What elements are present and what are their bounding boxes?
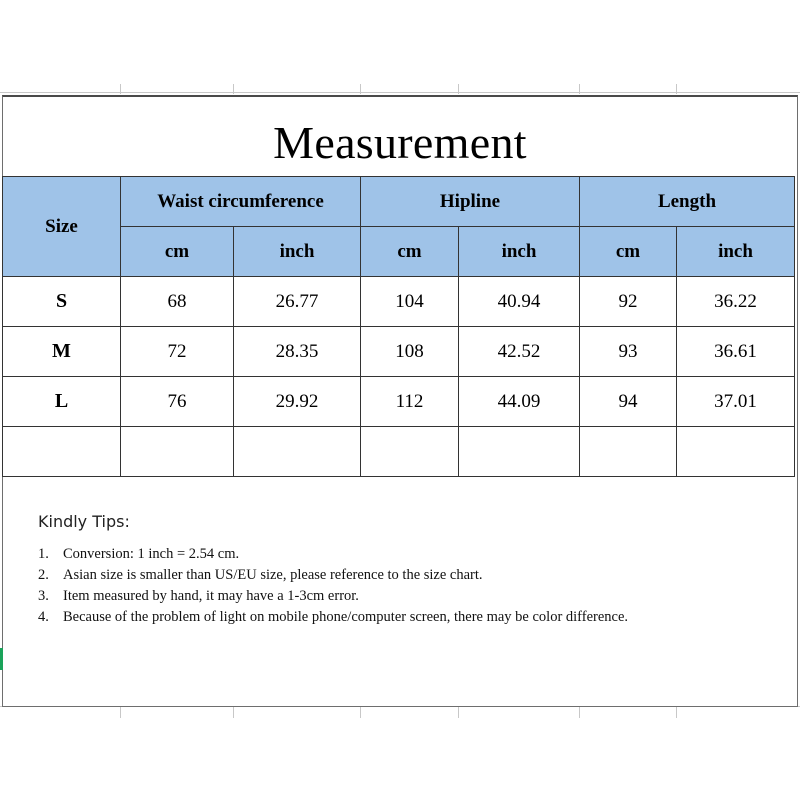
empty-cell: [121, 427, 234, 477]
tip-item: [38, 586, 658, 607]
value-cell: 76: [121, 377, 234, 427]
empty-cell: [234, 427, 361, 477]
empty-cell: [3, 427, 121, 477]
empty-cell: [361, 427, 459, 477]
value-cell: 44.09: [459, 377, 580, 427]
grid-line: [676, 84, 677, 94]
empty-cell: [677, 427, 795, 477]
value-cell: 108: [361, 327, 459, 377]
tip-number: 2.: [38, 567, 49, 583]
unit-header: cm: [121, 227, 234, 277]
empty-cell: [459, 427, 580, 477]
hipline-header: Hipline: [361, 177, 580, 227]
table-header-row: [3, 177, 795, 227]
tip-number: 4.: [38, 609, 49, 625]
unit-header: cm: [361, 227, 459, 277]
value-cell: 26.77: [234, 277, 361, 327]
value-cell: 93: [580, 327, 677, 377]
size-table: [2, 176, 795, 477]
value-cell: 72: [121, 327, 234, 377]
table-row: [3, 327, 795, 377]
value-cell: 92: [580, 277, 677, 327]
waist-header: Waist circumference: [121, 177, 361, 227]
value-cell: 37.01: [677, 377, 795, 427]
value-cell: 29.92: [234, 377, 361, 427]
value-cell: 40.94: [459, 277, 580, 327]
tip-item: [38, 607, 658, 628]
size-header: Size: [3, 177, 121, 277]
empty-cell: [580, 427, 677, 477]
tip-text: Conversion: 1 inch = 2.54 cm.: [63, 546, 240, 562]
unit-header: inch: [234, 227, 361, 277]
tip-text: Item measured by hand, it may have a 1-3cm error.: [63, 588, 359, 604]
table-row: [3, 277, 795, 327]
unit-header: cm: [580, 227, 677, 277]
selection-marker: [0, 648, 3, 670]
grid-line: [120, 84, 121, 94]
tip-item: [38, 544, 658, 565]
size-cell: S: [3, 277, 121, 327]
page-title: Measurement: [273, 117, 527, 168]
value-cell: 104: [361, 277, 459, 327]
tips-title: Kindly Tips:: [38, 512, 130, 531]
grid-line: [233, 84, 234, 94]
value-cell: 28.35: [234, 327, 361, 377]
value-cell: 36.22: [677, 277, 795, 327]
length-header: Length: [580, 177, 795, 227]
tip-number: 3.: [38, 588, 49, 604]
value-cell: 42.52: [459, 327, 580, 377]
unit-header: inch: [459, 227, 580, 277]
grid-line: [360, 84, 361, 94]
size-cell: M: [3, 327, 121, 377]
value-cell: 112: [361, 377, 459, 427]
grid-line: [458, 84, 459, 94]
unit-header-row: [3, 227, 795, 277]
unit-header: inch: [677, 227, 795, 277]
empty-row: [3, 427, 795, 477]
tip-text: Because of the problem of light on mobile phone/computer screen, there may be color difference.: [63, 609, 629, 625]
grid-line: [579, 84, 580, 94]
value-cell: 68: [121, 277, 234, 327]
tips-list: [38, 544, 658, 628]
size-cell: L: [3, 377, 121, 427]
value-cell: 36.61: [677, 327, 795, 377]
value-cell: 94: [580, 377, 677, 427]
tip-number: 1.: [38, 546, 49, 562]
tip-text: Asian size is smaller than US/EU size, please reference to the size chart.: [63, 567, 483, 583]
tip-item: [38, 565, 658, 586]
table-row: [3, 377, 795, 427]
